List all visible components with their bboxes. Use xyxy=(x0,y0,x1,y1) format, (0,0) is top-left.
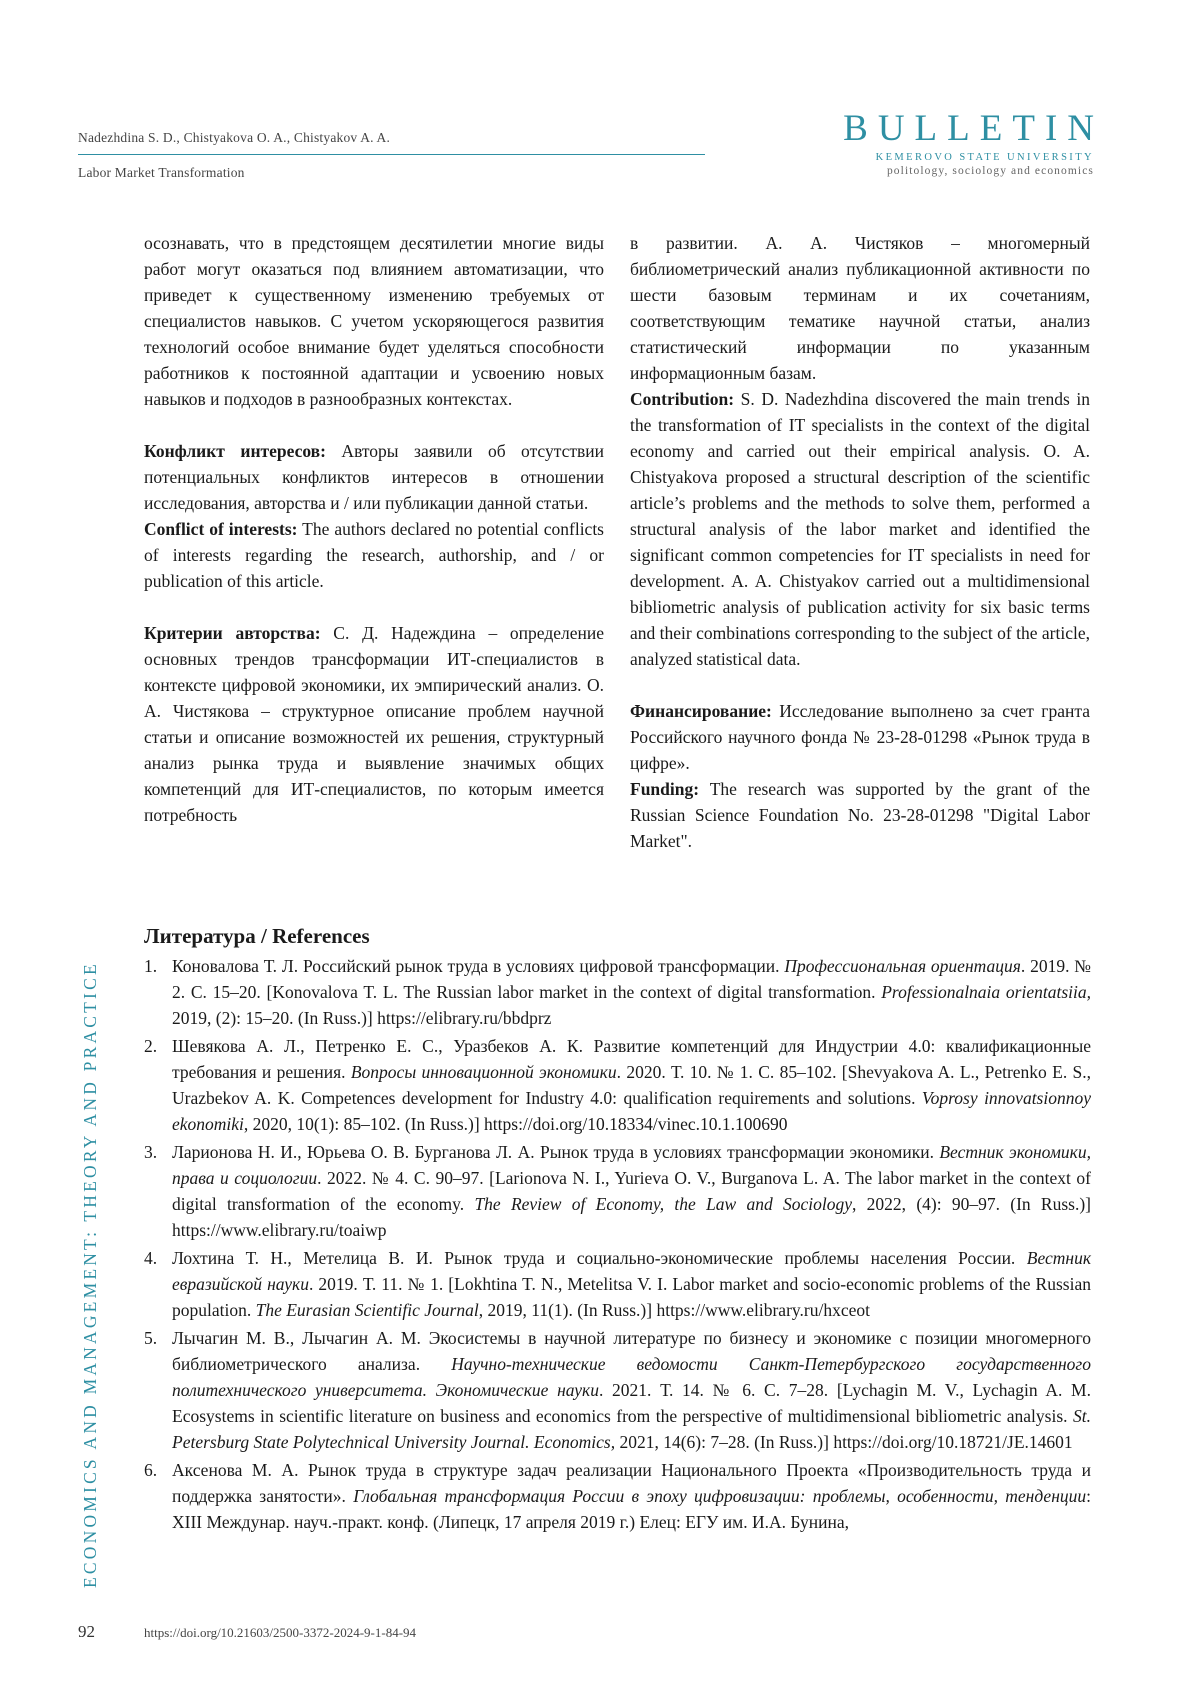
references-title: Литература / References xyxy=(144,924,370,948)
reference-source: Научно-технические ведомости Санкт-Петербургского государственного политехнического университета. Экономические науки xyxy=(172,1354,1091,1400)
intro-paragraph: осознавать, что в предстоящем десятилетии многие виды работ могут оказаться под влиянием автоматизации, что приведет к существенному изменению требуемых от специалистов навыков. С учетом ускоряющегося развития технологий особое внимание будет уделяться способности работников к постоянной адаптации и усвоению новых навыков и подходов в разнообразных контекстах. xyxy=(144,233,604,409)
reference-text: Коновалова Т. Л. Российский рынок труда в условиях цифровой трансформации. xyxy=(172,956,785,976)
journal-brand xyxy=(843,108,1104,177)
page-number: 92 xyxy=(78,1622,95,1641)
criteria-continued: в развитии. А. А. Чистяков – многомерный библиометрический анализ публикационной активности по шести базовым терминам и их сочетаниям, соответствующим тематике научной статьи, анализ статистический информации по указанным информационным базам. xyxy=(630,233,1090,383)
header-divider xyxy=(78,154,705,155)
reference-number: 5. xyxy=(144,1328,158,1348)
reference-source: The Eurasian Scientific Journal xyxy=(255,1300,479,1320)
brand-section: politology, sociology and economics xyxy=(886,165,1094,177)
brand-subtitle: KEMEROVO STATE UNIVERSITY xyxy=(875,152,1094,163)
reference-source: Professionalnaia orientatsiia, xyxy=(881,982,1091,1002)
references-section xyxy=(144,922,1091,1537)
funding-en-text: The research was supported by the grant of the Russian Science Foundation No. 23-28-01298 "Digital Labor Market". xyxy=(630,779,1090,851)
reference-text: , 2020, 10(1): 85–102. (In Russ.)] https://doi.org/10.18334/vinec.10.1.100690 xyxy=(243,1114,788,1134)
conflict-ru xyxy=(144,438,604,516)
reference-source: St. Petersburg State Polytechnical University Journal. Economics, xyxy=(172,1406,1091,1452)
reference-text: , 2022, (4): 90–97. (In Russ.)] https://www.elibrary.ru/toaiwp xyxy=(172,1194,1091,1240)
reference-text: . 2020. Т. 10. № 1. С. 85–102. [Shevyakova A. L., Petrenko E. S., Urazbekov A. K. Competences development for Industry 4.0: qualification requirements and solutions. xyxy=(172,1062,1091,1108)
reference-source: Voprosy innovatsionnoy ekonomiki xyxy=(172,1088,1092,1134)
reference-text: : XIII Междунар. науч.-практ. конф. (Липецк, 17 апреля 2019 г.) Елец: ЕГУ им. И.А. Бунина, xyxy=(172,1486,1091,1532)
running-head-topic: Labor Market Transformation xyxy=(78,165,245,180)
reference-source: The Review of Economy, the Law and Sociology xyxy=(474,1194,853,1214)
reference-text: 2019, (2): 15–20. (In Russ.)] https://elibrary.ru/bbdprz xyxy=(172,1008,552,1028)
article-doi-link[interactable]: https://doi.org/10.21603/2500-3372-2024-9-1-84-94 xyxy=(144,1625,417,1640)
reference-number: 4. xyxy=(144,1248,158,1268)
reference-text: . 2019. № 2. С. 15–20. [Konovalova T. L. The Russian labor market in the context of digital transformation. xyxy=(172,956,1091,1002)
criteria-ru-label: Критерии авторства: xyxy=(144,623,321,643)
conflict-ru-text: Авторы заявили об отсутствии потенциальных конфликтов интересов в отношении исследования, авторства и / или публикации данной статьи. xyxy=(144,441,604,513)
reference-text: . 2022. № 4. С. 90–97. [Larionova N. I., Yurieva O. V., Burganova L. A. The labor market in the context of digital transformation of the economy. xyxy=(172,1168,1091,1214)
reference-text: Лычагин М. В., Лычагин А. М. Экосистемы в научной литературе по бизнесу и экономике с позиции многомерного библиометрического анализа. xyxy=(172,1328,1091,1374)
reference-number: 6. xyxy=(144,1460,158,1480)
reference-number: 3. xyxy=(144,1142,158,1162)
contribution-label: Contribution: xyxy=(630,389,735,409)
conflict-ru-label: Конфликт интересов: xyxy=(144,441,326,461)
reference-item xyxy=(144,953,1091,1031)
conflict-en xyxy=(144,516,604,594)
reference-text: . 2019. Т. 11. № 1. [Lokhtina T. N., Metelitsa V. I. Labor market and socio-economic problems of the Russian population. xyxy=(172,1274,1091,1320)
contribution-en xyxy=(630,386,1090,672)
reference-item xyxy=(144,1245,1091,1323)
reference-item xyxy=(144,1033,1091,1137)
reference-text: Лохтина Т. Н., Метелица В. И. Рынок труда и социально-экономические проблемы населения России. xyxy=(172,1248,1027,1268)
reference-text: Шевякова А. Л., Петренко Е. С., Уразбеков А. К. Развитие компетенций для Индустрии 4.0: квалификационные требования и решения. xyxy=(172,1036,1091,1082)
reference-source: Вестник евразийской науки xyxy=(172,1248,1091,1294)
contribution-text: S. D. Nadezhdina discovered the main trends in the transformation of IT specialists in the context of the digital economy and carried out their empirical analysis. O. A. Chistyakova proposed a structural description of the scientific article’s problems and the methods to solve them, performed a structural analysis of the labor market and identified the significant common competencies for IT specialists in need for development. A. A. Chistyakov carried out a multidimensional bibliometric analysis of publication activity for six basic terms and their combinations corresponding to the subject of the article, analyzed statistical data. xyxy=(630,389,1090,669)
reference-source: Вестник экономики, права и социологии xyxy=(172,1142,1091,1188)
brand-title: BULLETIN xyxy=(843,108,1104,149)
reference-number: 1. xyxy=(144,956,158,976)
conflict-en-label: Conflict of interests: xyxy=(144,519,298,539)
reference-text: , 2019, 11(1). (In Russ.)] https://www.elibrary.ru/hxceot xyxy=(478,1300,870,1320)
funding-en-label: Funding: xyxy=(630,779,700,799)
criteria-ru xyxy=(144,620,604,828)
reference-text: 2021, 14(6): 7–28. (In Russ.)] https://doi.org/10.18721/JE.14601 xyxy=(615,1432,1073,1452)
left-column xyxy=(144,230,604,828)
funding-ru-text: Исследование выполнено за счет гранта Российского научного фонда № 23-28-01298 «Рынок труда в цифре». xyxy=(630,701,1090,773)
funding-en xyxy=(630,776,1090,854)
reference-item xyxy=(144,1457,1091,1535)
conflict-en-text: The authors declared no potential conflicts of interests regarding the research, authorship, and / or publication of this article. xyxy=(144,519,604,591)
criteria-ru-text: С. Д. Надеждина – определение основных трендов трансформации ИТ-специалистов в контексте цифровой экономики, их эмпирический анализ. О. А. Чистякова – структурное описание проблем научной статьи и описание возможностей их решения, структурный анализ рынка труда и выявление значимых общих компетенций для ИТ-специалистов, по которым имеется потребность xyxy=(144,623,605,825)
side-section-label: ECONOMICS AND MANAGEMENT: THEORY AND PRACTICE xyxy=(80,961,100,1588)
funding-ru xyxy=(630,698,1090,776)
reference-number: 2. xyxy=(144,1036,158,1056)
reference-text: Аксенова М. А. Рынок труда в структуре задач реализации Национального Проекта «Производительность труда и поддержка занятости». xyxy=(172,1460,1091,1506)
reference-source: Вопросы инновационной экономики xyxy=(350,1062,617,1082)
reference-text: . 2021. Т. 14. № 6. С. 7–28. [Lychagin M. V., Lychagin A. M. Ecosystems in scientific literature on business and economics from the perspective of multidimensional bibliometric analysis. xyxy=(172,1380,1091,1426)
funding-ru-label: Финансирование: xyxy=(630,701,772,721)
references-list xyxy=(144,953,1091,1535)
reference-source: Профессиональная ориентация xyxy=(784,956,1021,976)
reference-item xyxy=(144,1139,1091,1243)
reference-text: Ларионова Н. И., Юрьева О. В. Бурганова Л. А. Рынок труда в условиях трансформации экономики. xyxy=(172,1142,940,1162)
right-column xyxy=(630,230,1090,854)
reference-item xyxy=(144,1325,1091,1455)
running-head-authors: Nadezhdina S. D., Chistyakova O. A., Chistyakov A. A. xyxy=(78,130,391,145)
reference-source: Глобальная трансформация России в эпоху цифровизации: проблемы, особенности, тенденции xyxy=(353,1486,1087,1506)
